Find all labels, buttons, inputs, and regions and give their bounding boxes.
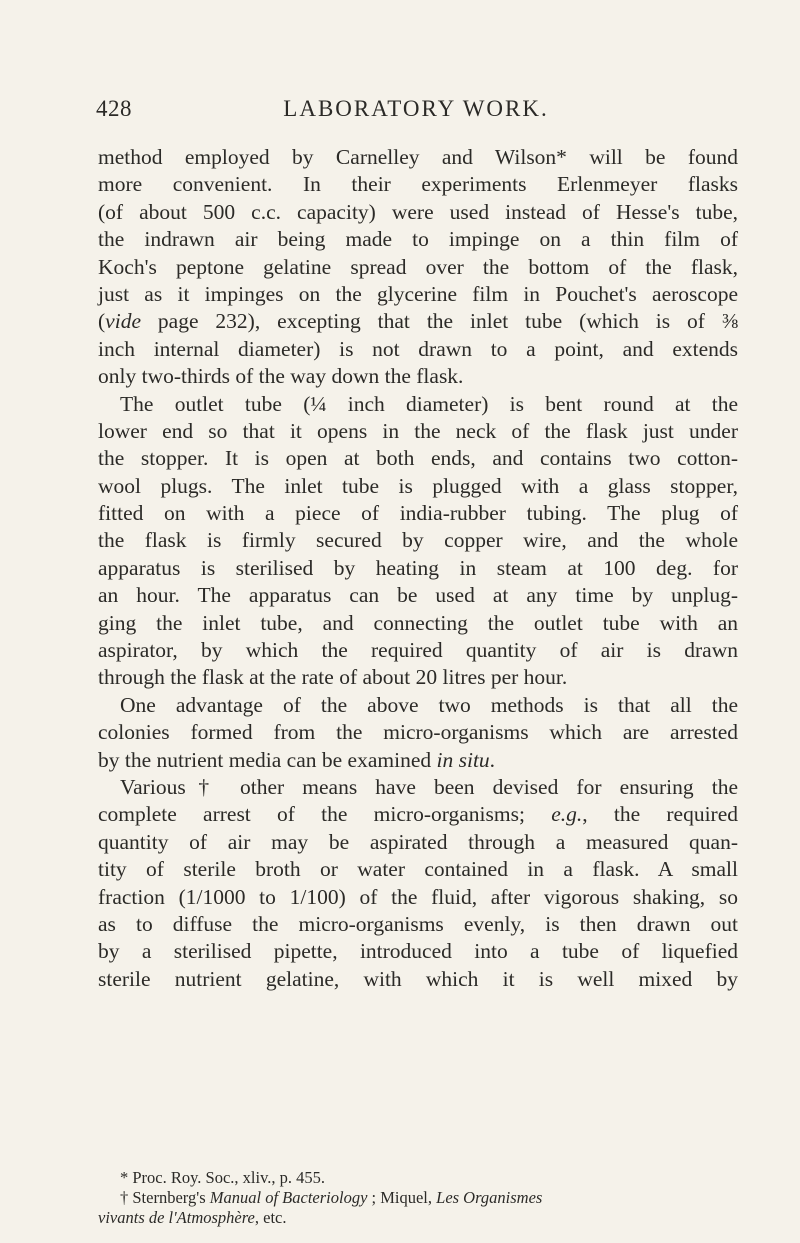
text-line: the flask is firmly secured by copper wire, and the whole <box>98 528 738 553</box>
text-line: by a sterilised pipette, introduced into a tube of liquefied <box>98 939 738 964</box>
text-line: (vide page 232), excepting that the inlet tube (which is of ⅜ <box>98 309 738 334</box>
footnote: † Sternberg's Manual of Bacteriology ; Miquel, Les Organismes <box>120 1188 543 1207</box>
page-number: 428 <box>96 96 132 121</box>
text-line: fitted on with a piece of india-rubber tubing. The plug of <box>98 501 738 526</box>
text-line: tity of sterile broth or water contained in a flask. A small <box>98 857 738 882</box>
running-head: LABORATORY WORK. <box>283 96 549 121</box>
text-line: fraction (1/1000 to 1/100) of the fluid, after vigorous shaking, so <box>98 884 738 909</box>
text-line: aspirator, by which the required quantity of air is drawn <box>98 638 738 663</box>
text-line: complete arrest of the micro-organisms; e.g., the required <box>98 802 738 827</box>
text-line: only two-thirds of the way down the flask. <box>98 364 464 389</box>
text-line: wool plugs. The inlet tube is plugged with a glass stopper, <box>98 473 738 498</box>
text-line: Koch's peptone gelatine spread over the bottom of the flask, <box>98 254 738 279</box>
text-line: apparatus is sterilised by heating in steam at 100 deg. for <box>98 555 738 580</box>
text-line: quantity of air may be aspirated through a measured quan- <box>98 829 738 854</box>
text-line: just as it impinges on the glycerine film in Pouchet's aeroscope <box>98 281 738 306</box>
body-text <box>98 144 738 993</box>
text-line: the stopper. It is open at both ends, and contains two cotton- <box>98 446 738 471</box>
text-line: the indrawn air being made to impinge on a thin film of <box>98 227 738 252</box>
text-line: Various† other means have been devised for ensuring the <box>120 774 738 799</box>
footnotes <box>98 1168 738 1228</box>
text-line: through the flask at the rate of about 20 litres per hour. <box>98 665 568 690</box>
text-line: sterile nutrient gelatine, with which it is well mixed by <box>98 966 738 991</box>
text-line: an hour. The apparatus can be used at any time by unplug- <box>98 583 738 608</box>
text-line: lower end so that it opens in the neck of the flask just under <box>98 418 738 443</box>
text-line: The outlet tube (¼ inch diameter) is bent round at the <box>120 391 738 416</box>
text-line: One advantage of the above two methods is that all the <box>120 692 738 717</box>
text-line: as to diffuse the micro-organisms evenly, is then drawn out <box>98 911 738 936</box>
text-line: method employed by Carnelley and Wilson* will be found <box>98 145 738 169</box>
text-line: by the nutrient media can be examined in situ. <box>98 747 496 772</box>
page-header <box>96 96 736 126</box>
footnote: * Proc. Roy. Soc., xliv., p. 455. <box>120 1168 326 1187</box>
text-line: more convenient. In their experiments Erlenmeyer flasks <box>98 172 738 197</box>
text-line: (of about 500 c.c. capacity) were used instead of Hesse's tube, <box>98 199 738 224</box>
footnote-continuation: vivants de l'Atmosphère, etc. <box>98 1208 287 1227</box>
text-line: colonies formed from the micro-organisms which are arrested <box>98 720 738 745</box>
text-line: ging the inlet tube, and connecting the outlet tube with an <box>98 610 738 635</box>
text-line: inch internal diameter) is not drawn to a point, and extends <box>98 336 738 361</box>
